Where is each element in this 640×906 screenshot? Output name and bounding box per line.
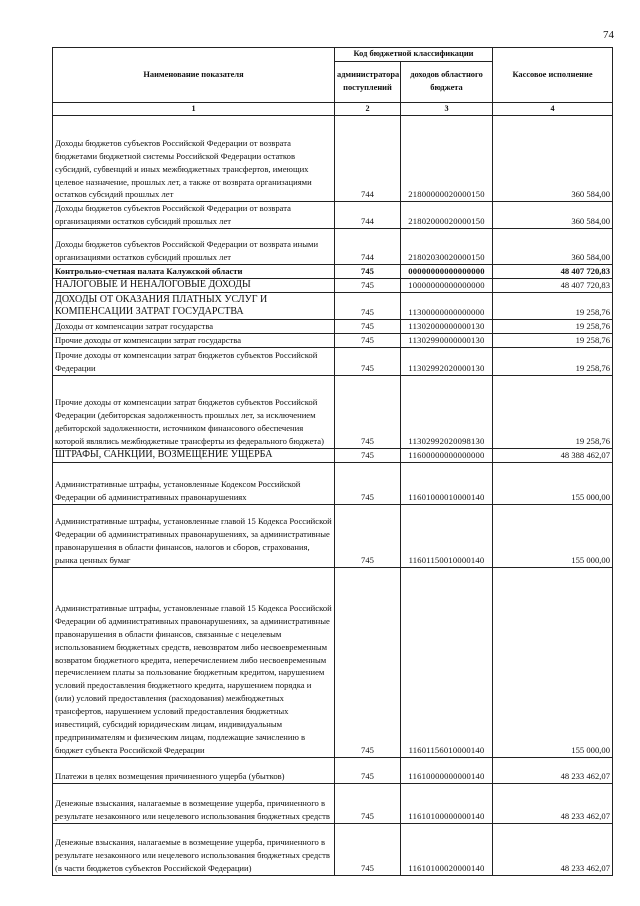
row-name: Прочие доходы от компенсации затрат бюджетов субъектов Российской Федерации bbox=[53, 347, 335, 375]
row-name: Доходы бюджетов субъектов Российской Федерации от возврата организациями остатков субсидий прошлых лет bbox=[53, 202, 335, 229]
row-execution: 19 258,76 bbox=[493, 319, 613, 333]
row-admin-code: 745 bbox=[335, 462, 401, 504]
table-row bbox=[53, 202, 613, 229]
row-name: Доходы от компенсации затрат государства bbox=[53, 319, 335, 333]
table-row bbox=[53, 823, 613, 875]
row-execution: 19 258,76 bbox=[493, 292, 613, 319]
row-name: ШТРАФЫ, САНКЦИИ, ВОЗМЕЩЕНИЕ УЩЕРБА bbox=[53, 448, 335, 462]
header-name-column: Наименование показателя bbox=[53, 48, 335, 103]
row-income-code: 11601150010000140 bbox=[401, 504, 493, 567]
row-name: Административные штрафы, установленные Кодексом Российской Федерации об административных правонарушениях bbox=[53, 462, 335, 504]
header-execution-column: Кассовое исполнение bbox=[493, 48, 613, 103]
row-income-code: 11610000000000140 bbox=[401, 757, 493, 783]
column-number: 3 bbox=[401, 103, 493, 116]
row-income-code: 21802030020000150 bbox=[401, 229, 493, 265]
row-admin-code: 744 bbox=[335, 116, 401, 202]
row-admin-code: 745 bbox=[335, 265, 401, 279]
row-admin-code: 745 bbox=[335, 783, 401, 823]
row-execution: 19 258,76 bbox=[493, 347, 613, 375]
table-row bbox=[53, 319, 613, 333]
row-admin-code: 745 bbox=[335, 347, 401, 375]
page-number: 74 bbox=[603, 29, 614, 41]
row-execution: 48 407 720,83 bbox=[493, 278, 613, 292]
column-numbers-row bbox=[53, 103, 613, 116]
row-income-code: 11302000000000130 bbox=[401, 319, 493, 333]
table-row bbox=[53, 333, 613, 347]
row-income-code: 11601156010000140 bbox=[401, 567, 493, 757]
row-execution: 48 233 462,07 bbox=[493, 823, 613, 875]
row-execution: 360 584,00 bbox=[493, 202, 613, 229]
row-name: Платежи в целях возмещения причиненного ущерба (убытков) bbox=[53, 757, 335, 783]
row-execution: 48 407 720,83 bbox=[493, 265, 613, 279]
row-name: Прочие доходы от компенсации затрат государства bbox=[53, 333, 335, 347]
row-name: Денежные взыскания, налагаемые в возмещение ущерба, причиненного в результате незаконного или нецелевого использования бюджетных средств bbox=[53, 783, 335, 823]
row-income-code: 10000000000000000 bbox=[401, 278, 493, 292]
column-number: 4 bbox=[493, 103, 613, 116]
row-income-code: 11610100020000140 bbox=[401, 823, 493, 875]
row-name: Административные штрафы, установленные главой 15 Кодекса Российской Федерации об административных правонарушениях, за административные правонарушения в области финансов, связанные с нецелевым использованием бюджетных средств, невозвратом либо несвоевременным возвратом бюджетного кредита, неперечислением либо несвоевременным перечислением платы за пользование бюджетным кредитом, нарушением условий предоставления бюджетного кредита, нарушением порядка и (или) условий предоставления (расходования) межбюджетных трансфертов, нарушением условий предоставления бюджетных инвестиций, субсидий юридическим лицам, индивидуальным предпринимателям и физическим лицам, подлежащие зачислению в бюджет субъекта Российской Федерации bbox=[53, 567, 335, 757]
row-execution: 48 233 462,07 bbox=[493, 783, 613, 823]
row-income-code: 11300000000000000 bbox=[401, 292, 493, 319]
row-name: Денежные взыскания, налагаемые в возмещение ущерба, причиненного в результате незаконного или нецелевого использования бюджетных средств (в части бюджетов субъектов Российской Федерации) bbox=[53, 823, 335, 875]
row-income-code: 11601000010000140 bbox=[401, 462, 493, 504]
row-execution: 48 233 462,07 bbox=[493, 757, 613, 783]
row-name: Доходы бюджетов субъектов Российской Федерации от возврата иными организациями остатков субсидий прошлых лет bbox=[53, 229, 335, 265]
row-income-code: 11610100000000140 bbox=[401, 783, 493, 823]
row-name: Контрольно-счетная палата Калужской области bbox=[53, 265, 335, 279]
row-income-code: 11302992020000130 bbox=[401, 347, 493, 375]
row-execution: 48 388 462,07 bbox=[493, 448, 613, 462]
header-income-column: доходов областного бюджета bbox=[401, 62, 493, 103]
table-row bbox=[53, 504, 613, 567]
row-admin-code: 745 bbox=[335, 319, 401, 333]
row-income-code: 11302990000000130 bbox=[401, 333, 493, 347]
table-row bbox=[53, 448, 613, 462]
table-row bbox=[53, 292, 613, 319]
table-row bbox=[53, 462, 613, 504]
row-name: ДОХОДЫ ОТ ОКАЗАНИЯ ПЛАТНЫХ УСЛУГ И КОМПЕНСАЦИИ ЗАТРАТ ГОСУДАРСТВА bbox=[53, 292, 335, 319]
row-admin-code: 744 bbox=[335, 229, 401, 265]
table-row bbox=[53, 783, 613, 823]
row-execution: 360 584,00 bbox=[493, 229, 613, 265]
header-admin-column: администратора поступлений bbox=[335, 62, 401, 103]
row-admin-code: 745 bbox=[335, 448, 401, 462]
header-code-group: Код бюджетной классификации bbox=[335, 48, 493, 62]
row-execution: 155 000,00 bbox=[493, 567, 613, 757]
table-row bbox=[53, 265, 613, 279]
table-row bbox=[53, 375, 613, 448]
row-income-code: 21800000020000150 bbox=[401, 116, 493, 202]
row-income-code: 11600000000000000 bbox=[401, 448, 493, 462]
row-execution: 19 258,76 bbox=[493, 333, 613, 347]
row-admin-code: 745 bbox=[335, 333, 401, 347]
row-admin-code: 745 bbox=[335, 292, 401, 319]
row-name: Доходы бюджетов субъектов Российской Федерации от возврата бюджетами бюджетной системы Российской Федерации остатков субсидий, субвенций и иных межбюджетных трансфертов, имеющих целевое назначение, прошлых лет, а также от возврата организациями остатков субсидий прошлых лет bbox=[53, 116, 335, 202]
row-admin-code: 745 bbox=[335, 375, 401, 448]
row-name: НАЛОГОВЫЕ И НЕНАЛОГОВЫЕ ДОХОДЫ bbox=[53, 278, 335, 292]
table-row bbox=[53, 229, 613, 265]
row-admin-code: 745 bbox=[335, 823, 401, 875]
table-row bbox=[53, 757, 613, 783]
table-row bbox=[53, 278, 613, 292]
table-header bbox=[53, 48, 613, 116]
row-income-code: 21802000020000150 bbox=[401, 202, 493, 229]
table-row bbox=[53, 567, 613, 757]
row-execution: 155 000,00 bbox=[493, 504, 613, 567]
row-admin-code: 745 bbox=[335, 567, 401, 757]
row-income-code: 00000000000000000 bbox=[401, 265, 493, 279]
budget-table bbox=[52, 47, 613, 876]
table-body bbox=[53, 116, 613, 875]
row-admin-code: 745 bbox=[335, 278, 401, 292]
row-income-code: 11302992020098130 bbox=[401, 375, 493, 448]
row-execution: 155 000,00 bbox=[493, 462, 613, 504]
column-number: 1 bbox=[53, 103, 335, 116]
column-number: 2 bbox=[335, 103, 401, 116]
row-execution: 360 584,00 bbox=[493, 116, 613, 202]
table-row bbox=[53, 347, 613, 375]
row-execution: 19 258,76 bbox=[493, 375, 613, 448]
table-row bbox=[53, 116, 613, 202]
row-name: Административные штрафы, установленные главой 15 Кодекса Российской Федерации об административных правонарушениях, за административные правонарушения в области финансов, налогов и сборов, страхования, рынка ценных бумаг bbox=[53, 504, 335, 567]
row-admin-code: 745 bbox=[335, 757, 401, 783]
row-admin-code: 745 bbox=[335, 504, 401, 567]
row-admin-code: 744 bbox=[335, 202, 401, 229]
row-name: Прочие доходы от компенсации затрат бюджетов субъектов Российской Федерации (дебиторская задолженность прошлых лет, за исключением дебиторской задолженности, источником финансового обеспечения которой являлись межбюджетные трансферты из федерального бюджета) bbox=[53, 375, 335, 448]
